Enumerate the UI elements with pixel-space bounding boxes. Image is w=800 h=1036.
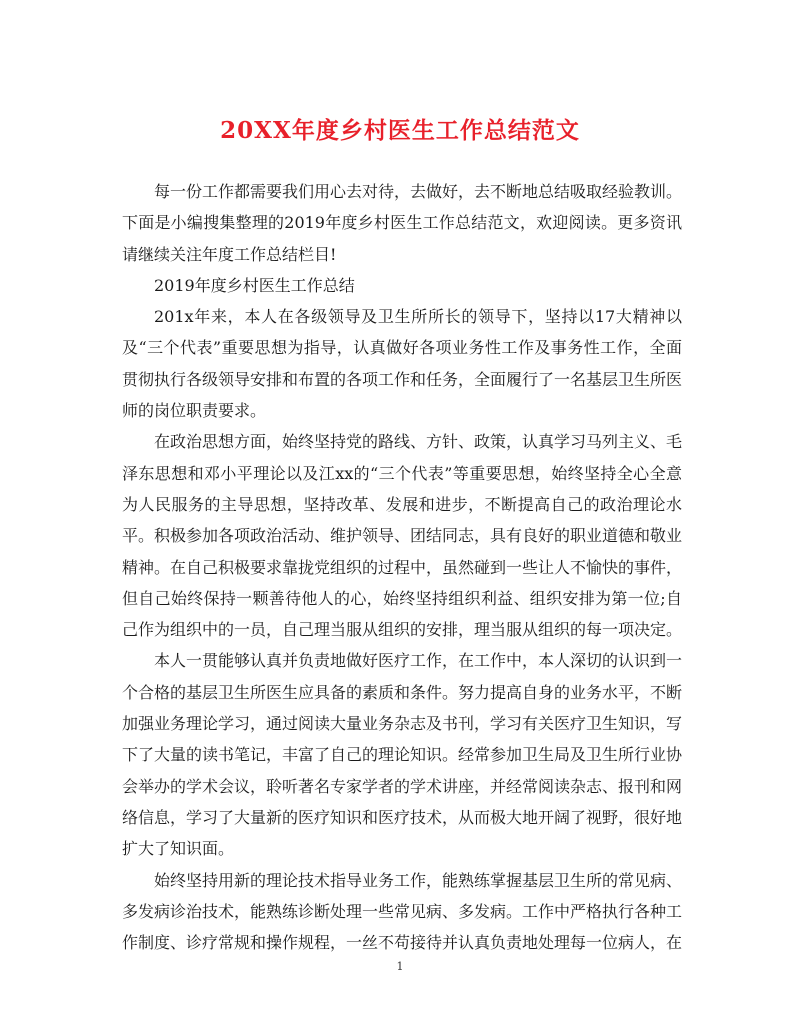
paragraph-political-thought: 在政治思想方面，始终坚持党的路线、方针、政策，认真学习马列主义、毛泽东思想和邓小平理论以及江xx的“三个代表”等重要思想，始终坚持全心全意为人民服务的主导思想，坚持改革、发展和进步，不断提高自己的政治理论水平。积极参加各项政治活动、维护领导、团结同志，具有良好的职业道德和敬业精神。在自己积极要求靠拢党组织的过程中，虽然碰到一些让人不愉快的事件，但自己始终保持一颗善待他人的心，始终坚持组织利益、组织安排为第一位;自己作为组织中的一员，自己理当服从组织的安排，理当服从组织的每一项决定。: [122, 432, 683, 640]
paragraph-subheading: 2019年度乡村医生工作总结: [154, 275, 355, 295]
document-title: 20XX年度乡村医生工作总结范文: [220, 117, 580, 144]
document-body: [122, 176, 682, 958]
paragraph-clinical-practice: 始终坚持用新的理论技术指导业务工作，能熟练掌握基层卫生所的常见病、多发病诊治技术，能熟练诊断处理一些常见病、多发病。工作中严格执行各种工作制度、诊疗常规和操作规程，一丝不苟接待并认真负责地处理每一位病人，在: [122, 870, 683, 953]
paragraph-overview: 201x年来，本人在各级领导及卫生所所长的领导下，坚持以17大精神以及“三个代表”重要思想为指导，认真做好各项业务性工作及事务性工作，全面贯彻执行各级领导安排和布置的各项工作和任务，全面履行了一名基层卫生所医师的岗位职责要求。: [122, 307, 683, 421]
page-number: 1: [396, 960, 404, 973]
paragraph-medical-work: 本人一贯能够认真并负责地做好医疗工作，在工作中，本人深切的认识到一个合格的基层卫生所医生应具备的素质和条件。努力提高自身的业务水平，不断加强业务理论学习，通过阅读大量业务杂志及书刊，学习有关医疗卫生知识，写下了大量的读书笔记，丰富了自己的理论知识。经常参加卫生局及卫生所行业协会举办的学术会议，聆听著名专家学者的学术讲座，并经常阅读杂志、报刊和网络信息，学习了大量新的医疗知识和医疗技术，从而极大地开阔了视野，很好地扩大了知识面。: [122, 651, 683, 859]
paragraph-intro: 每一份工作都需要我们用心去对待，去做好，去不断地总结吸取经验教训。下面是小编搜集整理的2019年度乡村医生工作总结范文，欢迎阅读。更多资讯请继续关注年度工作总结栏目!: [122, 182, 683, 264]
